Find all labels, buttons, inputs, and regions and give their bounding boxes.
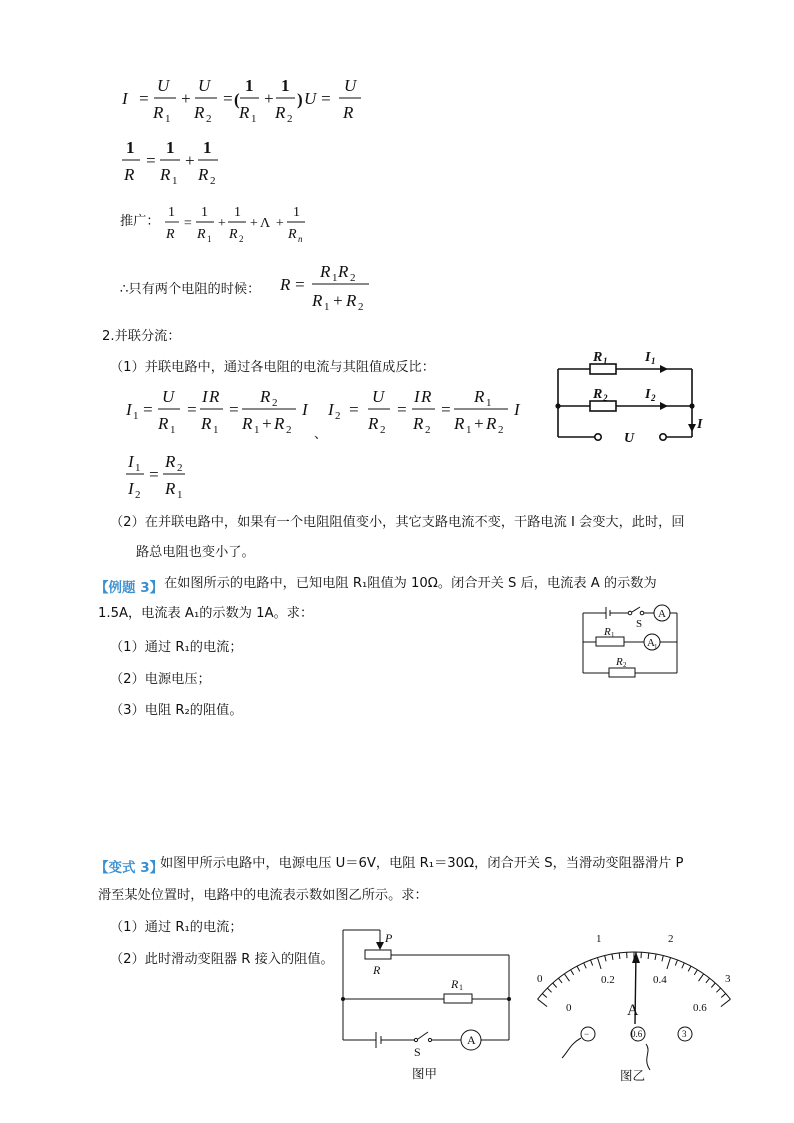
svg-text:I: I <box>128 452 134 471</box>
svg-text:R: R <box>346 291 357 310</box>
svg-text:R: R <box>275 103 286 122</box>
example-question-3: （3）电阻 R₂的阻值。 <box>110 703 243 718</box>
svg-text:R: R <box>239 103 250 122</box>
svg-text:U: U <box>344 76 357 95</box>
svg-text:1: 1 <box>332 272 338 284</box>
svg-text:0.2: 0.2 <box>601 974 615 986</box>
svg-text:I: I <box>414 387 420 406</box>
variant-line-2: 滑至某处位置时，电路中的电流表示数如图乙所示。求： <box>98 888 428 903</box>
svg-text:R: R <box>373 963 381 977</box>
formula-current-sum <box>118 72 368 124</box>
variant-label: 【变式 3】 <box>95 860 164 876</box>
svg-text:1: 1 <box>254 424 260 435</box>
svg-text:1: 1 <box>281 76 290 95</box>
section-item-2-line1: （2）在并联电路中，如果有一个电阻阻值变小，其它支路电流不变，干路电流 I 会变大，此时，回 <box>110 515 685 530</box>
variant-line-1: 如图甲所示电路中，电源电压 U＝6V，电阻 R₁＝30Ω，闭合开关 S，当滑动变阻器滑片 P <box>160 856 684 871</box>
svg-text:=: = <box>348 400 360 419</box>
svg-text:A: A <box>658 608 666 620</box>
svg-text:R: R <box>197 227 206 242</box>
svg-text:图乙: 图乙 <box>620 1069 646 1083</box>
svg-text:): ) <box>297 90 303 109</box>
svg-text:=: = <box>148 465 160 484</box>
svg-text:R: R <box>368 414 379 433</box>
ammeter-scale-tick <box>667 958 671 969</box>
ammeter-scale-tick <box>547 988 551 992</box>
svg-text:U: U <box>198 76 211 95</box>
formula-i2 <box>324 383 530 435</box>
svg-text:1: 1 <box>203 138 212 157</box>
ammeter-scale-tick <box>553 983 557 988</box>
svg-text:1: 1 <box>466 424 472 435</box>
svg-text:2: 2 <box>603 393 608 403</box>
svg-text:1: 1 <box>201 205 208 220</box>
svg-text:2: 2 <box>210 175 216 186</box>
svg-text:2: 2 <box>272 397 278 409</box>
svg-text:2: 2 <box>380 424 386 435</box>
parallel-circuit-diagram <box>550 345 720 450</box>
ammeter-scale-tick <box>716 988 720 992</box>
svg-text:1: 1 <box>251 113 257 124</box>
svg-text:S: S <box>636 618 643 630</box>
svg-text:+: + <box>184 151 196 170</box>
svg-text:Λ: Λ <box>260 216 271 231</box>
svg-text:2: 2 <box>425 424 431 435</box>
ammeter-scale-tick <box>694 970 697 975</box>
svg-text:I: I <box>128 479 134 498</box>
ammeter-scale-tick <box>538 999 548 1006</box>
svg-text:I: I <box>202 387 208 406</box>
ammeter-scale-tick <box>706 978 710 983</box>
svg-text:I: I <box>122 89 128 108</box>
svg-text:1: 1 <box>168 205 175 220</box>
svg-text:2: 2 <box>206 113 212 124</box>
svg-text:1: 1 <box>234 205 241 220</box>
svg-text:R: R <box>158 414 169 433</box>
example-label: 【例题 3】 <box>95 580 164 596</box>
svg-text:1: 1 <box>611 631 615 639</box>
formula-i1 <box>122 383 318 435</box>
svg-text:A: A <box>627 1002 639 1019</box>
svg-text:2: 2 <box>651 393 656 403</box>
svg-text:I: I <box>126 400 132 419</box>
svg-text:=: = <box>183 216 193 231</box>
variant-question-1: （1）通过 R₁的电流； <box>110 920 243 935</box>
svg-text:2: 2 <box>135 489 141 500</box>
svg-text:U: U <box>304 89 317 108</box>
formula-ratio <box>122 448 192 500</box>
svg-text:+: + <box>332 291 344 310</box>
svg-text:2: 2 <box>623 661 627 669</box>
svg-text:+: + <box>473 414 485 433</box>
svg-text:+: + <box>261 414 273 433</box>
svg-text:2: 2 <box>239 234 244 244</box>
svg-text:−: − <box>584 1029 590 1039</box>
svg-text:0: 0 <box>566 1002 572 1014</box>
svg-text:2: 2 <box>350 272 356 284</box>
svg-text:R: R <box>454 414 465 433</box>
svg-text:+: + <box>249 216 259 231</box>
ammeter-scale-tick <box>571 970 574 975</box>
ammeter-scale-tick <box>558 978 562 983</box>
svg-text:+: + <box>275 216 285 231</box>
svg-text:R: R <box>194 103 205 122</box>
svg-text:R: R <box>165 452 176 471</box>
svg-text:3: 3 <box>725 973 731 985</box>
svg-text:2: 2 <box>287 113 293 124</box>
svg-text:0.6: 0.6 <box>631 1029 643 1039</box>
svg-text:1: 1 <box>596 933 602 945</box>
svg-text:R: R <box>604 626 611 638</box>
svg-text:R: R <box>153 103 164 122</box>
figure-a-circuit <box>336 918 516 1084</box>
svg-text:R: R <box>421 387 432 406</box>
svg-text:R: R <box>124 165 135 184</box>
svg-text:R: R <box>229 227 238 242</box>
svg-text:2: 2 <box>177 462 183 474</box>
ammeter-scale-tick <box>564 974 569 981</box>
ammeter-scale-tick <box>542 994 547 998</box>
svg-text:1: 1 <box>651 356 656 366</box>
ammeter-scale-tick <box>655 954 656 960</box>
generalize-label: 推广： <box>120 214 160 229</box>
svg-text:+: + <box>263 89 275 108</box>
svg-text:图甲: 图甲 <box>412 1067 438 1081</box>
section-heading: 2.并联分流： <box>102 329 181 344</box>
svg-text:1: 1 <box>177 489 183 500</box>
svg-text:1: 1 <box>213 424 219 435</box>
svg-text:+: + <box>217 216 227 231</box>
section-item-2-line2: 路总电阻也变小了。 <box>136 545 255 560</box>
ammeter-scale-tick <box>682 963 685 968</box>
example-line-1: 在如图所示的电路中，已知电阻 R₁阻值为 10Ω。闭合开关 S 后，电流表 A 的示数为 <box>164 576 657 591</box>
svg-text:R: R <box>242 414 253 433</box>
svg-text:0.4: 0.4 <box>653 974 667 986</box>
ammeter-scale-tick <box>721 999 731 1006</box>
svg-text:R: R <box>486 414 497 433</box>
svg-text:R: R <box>280 275 291 294</box>
svg-text:R: R <box>201 414 212 433</box>
ammeter-scale-tick <box>605 956 606 962</box>
svg-text:R: R <box>160 165 171 184</box>
svg-text:=: = <box>145 151 157 170</box>
svg-text:2: 2 <box>358 301 364 313</box>
ammeter-scale-tick <box>688 966 691 971</box>
svg-text:=: = <box>222 89 234 108</box>
ammeter-scale-tick <box>619 953 620 959</box>
svg-text:2: 2 <box>498 424 504 435</box>
svg-text:2: 2 <box>286 424 292 435</box>
ammeter-scale-tick <box>598 958 602 969</box>
svg-text:=: = <box>396 400 408 419</box>
svg-text:R: R <box>320 262 331 281</box>
svg-text:R: R <box>260 387 271 406</box>
section-item-1: （1）并联电路中，通过各电阻的电流与其阻值成反比： <box>110 360 435 375</box>
svg-text:3: 3 <box>682 1029 687 1039</box>
svg-text:U: U <box>372 387 385 406</box>
ammeter-scale-tick <box>591 960 593 966</box>
svg-text:1: 1 <box>135 462 141 474</box>
variant-question-2: （2）此时滑动变阻器 R 接入的阻值。 <box>110 952 334 967</box>
svg-text:1: 1 <box>133 410 139 422</box>
svg-text:R: R <box>274 414 285 433</box>
ammeter-scale-tick <box>648 953 649 959</box>
svg-text:0.6: 0.6 <box>693 1002 707 1014</box>
formula-reciprocal <box>118 134 228 186</box>
formula-two-resistors <box>276 258 376 316</box>
svg-text:I: I <box>645 387 651 402</box>
ammeter-scale-tick <box>699 974 704 981</box>
svg-text:I: I <box>697 417 703 432</box>
svg-text:S: S <box>414 1045 421 1059</box>
svg-text:=: = <box>186 400 198 419</box>
ammeter-scale-tick <box>577 966 580 971</box>
svg-text:1: 1 <box>459 983 463 992</box>
svg-text:U: U <box>624 431 635 446</box>
example-line-2: 1.5A，电流表 A₁的示数为 1A。求： <box>98 606 314 621</box>
svg-text:R: R <box>593 387 603 402</box>
svg-text:=: = <box>138 89 150 108</box>
svg-text:R: R <box>451 977 459 991</box>
svg-text:=: = <box>228 400 240 419</box>
svg-text:R: R <box>413 414 424 433</box>
svg-text:A: A <box>647 637 655 649</box>
svg-text:R: R <box>166 227 175 242</box>
svg-text:0: 0 <box>537 973 543 985</box>
svg-text:1: 1 <box>654 643 658 651</box>
svg-text:P: P <box>385 931 393 945</box>
ammeter-scale-tick <box>584 963 587 968</box>
svg-text:R: R <box>165 479 176 498</box>
ammeter-scale-tick <box>711 983 715 988</box>
svg-text:1: 1 <box>165 113 171 124</box>
svg-text:R: R <box>198 165 209 184</box>
svg-text:2: 2 <box>335 410 341 422</box>
svg-text:A: A <box>467 1033 476 1047</box>
formula-separator: 、 <box>314 427 328 442</box>
svg-text:I: I <box>514 400 520 419</box>
ammeter-scale-tick <box>662 956 663 962</box>
svg-text:1: 1 <box>170 424 176 435</box>
svg-text:R: R <box>616 656 623 668</box>
example-question-1: （1）通过 R₁的电流； <box>110 640 243 655</box>
svg-text:1: 1 <box>172 175 178 186</box>
svg-text:(: ( <box>234 90 240 109</box>
svg-text:R: R <box>338 262 349 281</box>
svg-text:=: = <box>320 89 332 108</box>
svg-text:R: R <box>593 350 603 365</box>
svg-text:1: 1 <box>207 234 212 244</box>
svg-text:1: 1 <box>324 301 330 313</box>
svg-text:+: + <box>180 89 192 108</box>
svg-text:1: 1 <box>603 356 608 366</box>
svg-text:R: R <box>209 387 220 406</box>
svg-text:R: R <box>343 103 354 122</box>
svg-text:1: 1 <box>126 138 135 157</box>
example-circuit-diagram <box>576 597 686 683</box>
two-resistor-label: ∴只有两个电阻的时候： <box>120 282 261 297</box>
ammeter-scale-tick <box>612 954 613 960</box>
svg-text:1: 1 <box>245 76 254 95</box>
svg-text:1: 1 <box>293 205 300 220</box>
svg-text:n: n <box>298 234 303 244</box>
svg-text:I: I <box>302 400 308 419</box>
ammeter-scale-tick <box>721 994 726 998</box>
svg-text:I: I <box>328 400 334 419</box>
svg-text:R: R <box>312 291 323 310</box>
svg-text:=: = <box>142 400 154 419</box>
svg-text:1: 1 <box>486 397 492 409</box>
svg-text:I: I <box>645 350 651 365</box>
svg-text:=: = <box>440 400 452 419</box>
svg-text:R: R <box>474 387 485 406</box>
svg-text:U: U <box>157 76 170 95</box>
figure-b-ammeter <box>530 924 750 1086</box>
svg-text:2: 2 <box>668 933 674 945</box>
formula-generalize <box>162 200 322 246</box>
example-question-2: （2）电源电压； <box>110 672 211 687</box>
ammeter-scale-tick <box>675 960 677 966</box>
svg-text:=: = <box>294 275 306 294</box>
svg-text:U: U <box>162 387 175 406</box>
svg-text:1: 1 <box>166 138 175 157</box>
svg-text:R: R <box>288 227 297 242</box>
